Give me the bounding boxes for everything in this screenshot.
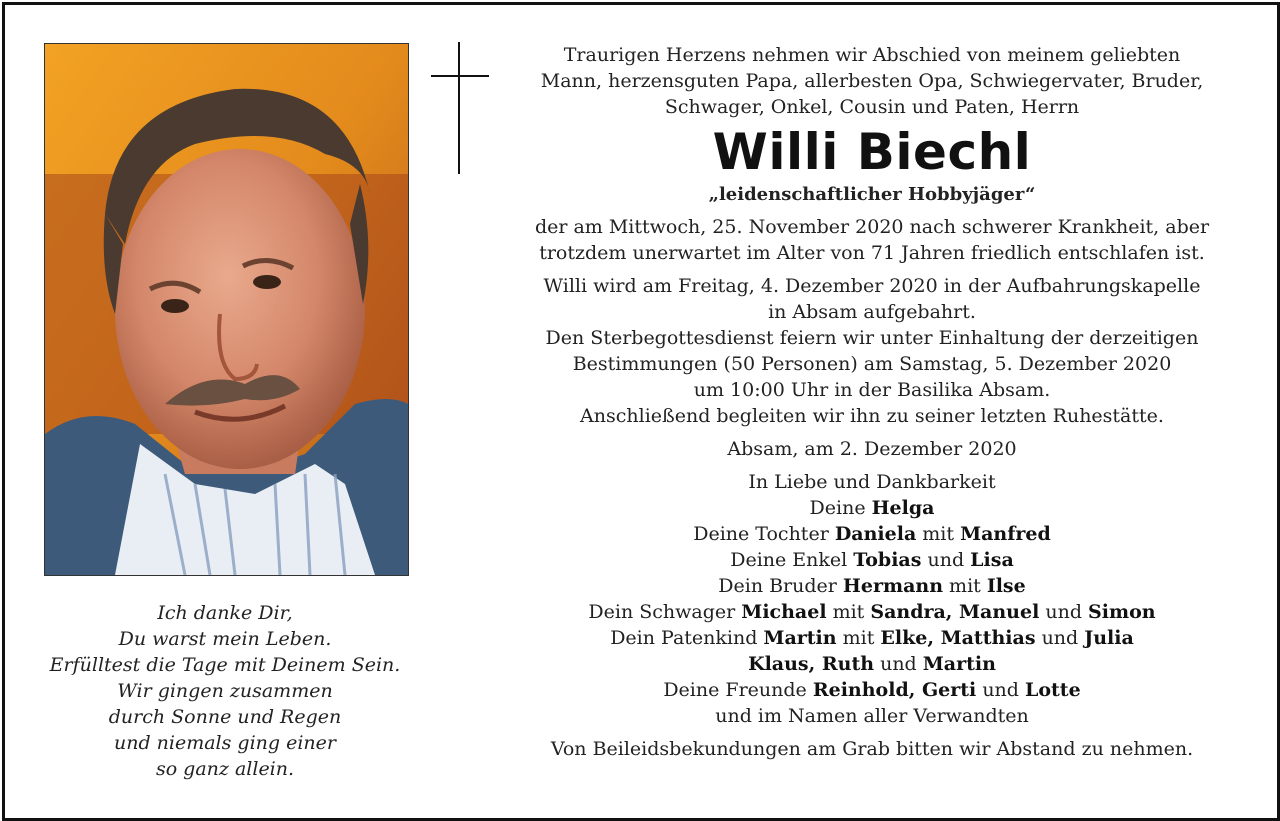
mourner-daughter: Deine Tochter Daniela mit Manfred	[693, 523, 1051, 545]
poem-line: Wir gingen zusammen	[117, 680, 333, 702]
death-line: trotzdem unerwartet im Alter von 71 Jahren friedlich entschlafen ist.	[539, 242, 1205, 264]
intro-line: Traurigen Herzens nehmen wir Abschied von meinem geliebten	[563, 44, 1181, 66]
funeral-line: in Absam aufgebahrt.	[768, 301, 976, 323]
portrait-photo	[44, 43, 409, 576]
poem-line: und niemals ging einer	[113, 732, 336, 754]
tagline: „leidenschaftlicher Hobbyjäger“	[708, 184, 1036, 205]
place-date: Absam, am 2. Dezember 2020	[727, 438, 1017, 460]
mourner-relatives: und im Namen aller Verwandten	[715, 705, 1029, 727]
mourner-brother: Dein Bruder Hermann mit Ilse	[718, 575, 1026, 597]
poem-line: Ich danke Dir,	[157, 602, 293, 624]
mourner-wife: Deine Helga	[809, 497, 935, 519]
death-line: der am Mittwoch, 25. November 2020 nach schwerer Krankheit, aber	[534, 216, 1210, 238]
portrait-image	[45, 44, 408, 575]
poem-line: so ganz allein.	[155, 758, 295, 780]
mourner-grandchildren: Deine Enkel Tobias und Lisa	[730, 549, 1014, 571]
cross-symbol	[431, 42, 489, 174]
mourner-friends: Deine Freunde Reinhold, Gerti und Lotte	[663, 679, 1081, 701]
intro-line: Mann, herzensguten Papa, allerbesten Opa, Schwiegervater, Bruder,	[540, 70, 1204, 92]
funeral-line: Bestimmungen (50 Personen) am Samstag, 5. Dezember 2020	[572, 353, 1172, 375]
condolence-request: Von Beileidsbekundungen am Grab bitten wir Abstand zu nehmen.	[550, 738, 1194, 760]
intro-line: Schwager, Onkel, Cousin und Paten, Herrn	[664, 96, 1080, 118]
funeral-line: um 10:00 Uhr in der Basilika Absam.	[693, 379, 1051, 401]
poem-line: Erfülltest die Tage mit Deinem Sein.	[49, 654, 401, 676]
funeral-line: Anschließend begleiten wir ihn zu seiner letzten Ruhestätte.	[580, 405, 1164, 427]
mourner-godchild-family: Klaus, Ruth und Martin	[748, 653, 996, 675]
poem-line: Du warst mein Leben.	[118, 628, 332, 650]
funeral-line: Willi wird am Freitag, 4. Dezember 2020 in der Aufbahrungskapelle	[543, 275, 1201, 297]
memorial-poem	[30, 600, 420, 782]
poem-line: durch Sonne und Regen	[108, 706, 342, 728]
mourner-godchild: Dein Patenkind Martin mit Elke, Matthias und Julia	[610, 627, 1134, 649]
mourner-brother-in-law: Dein Schwager Michael mit Sandra, Manuel und Simon	[588, 601, 1156, 623]
obituary-text	[506, 42, 1238, 762]
closing-line: In Liebe und Dankbarkeit	[748, 471, 996, 493]
funeral-line: Den Sterbegottesdienst feiern wir unter Einhaltung der derzeitigen	[545, 327, 1199, 349]
deceased-name: Willi Biechl	[712, 123, 1032, 181]
